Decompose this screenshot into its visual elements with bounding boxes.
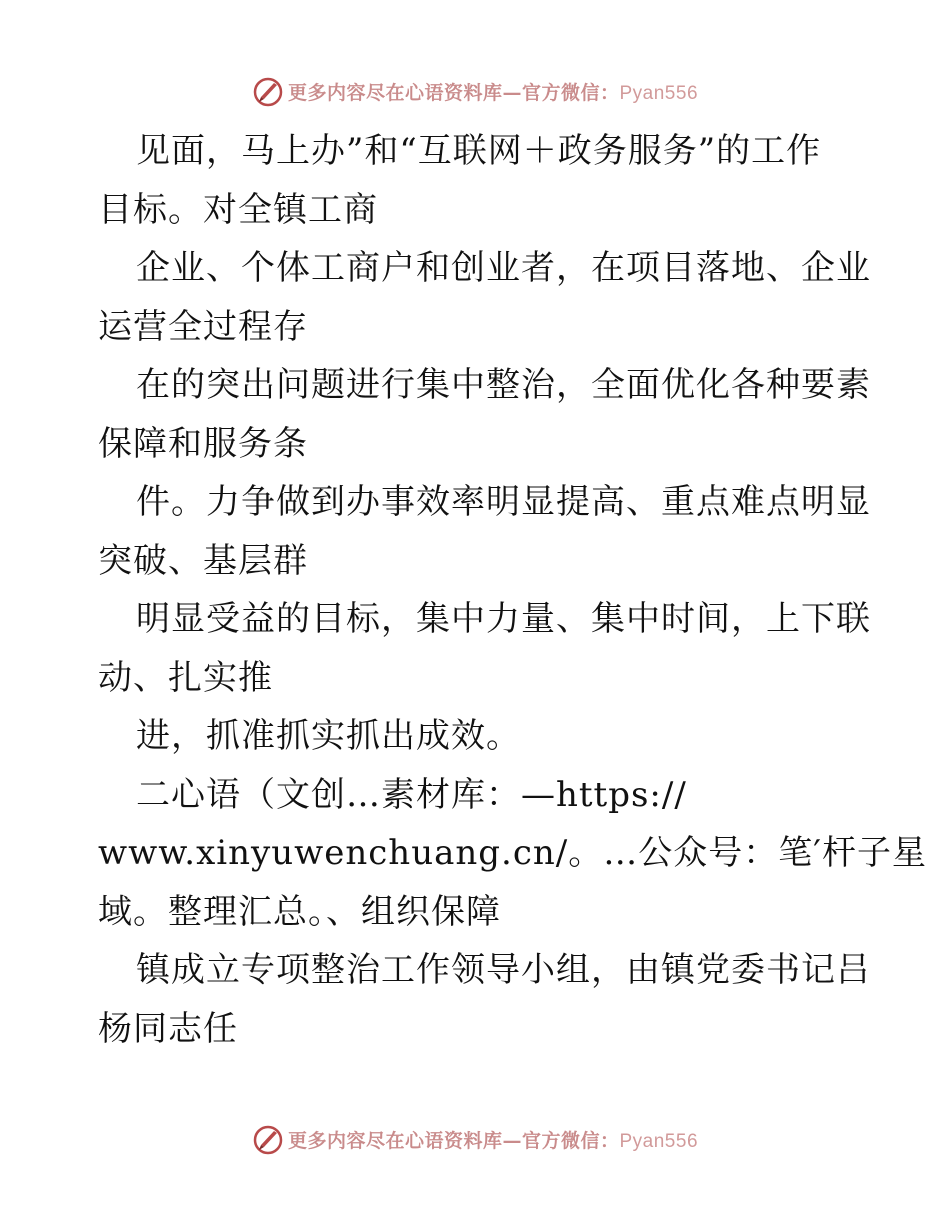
watermark-dash: — xyxy=(502,1129,522,1152)
watermark-id: Pyan556 xyxy=(619,82,699,104)
quill-logo-icon xyxy=(252,1123,284,1155)
watermark-id: Pyan556 xyxy=(619,1130,699,1152)
watermark-main: 更多内容尽在心语资料库 xyxy=(287,81,503,104)
text-line: www.xinyuwenchuang.cn/。…公众号：笔′杆子星 xyxy=(98,833,927,873)
footer-watermark xyxy=(0,1119,950,1159)
text-line: 见面，马上办”和“互联网＋政务服务”的工作 xyxy=(136,131,822,171)
text-line: 企业、个体工商户和创业者，在项目落地、企业 xyxy=(136,248,871,288)
text-line: 明显受益的目标，集中力量、集中时间，上下联 xyxy=(136,599,871,639)
text-line: 杨同志任 xyxy=(98,1008,238,1049)
quill-logo-icon xyxy=(252,75,284,107)
text-line: 二心语（文创…素材库：—https:// xyxy=(136,774,687,815)
text-line: 镇成立专项整治工作领导小组，由镇党委书记吕 xyxy=(136,950,871,990)
watermark-label: 官方微信： xyxy=(521,81,620,104)
text-line: 进，抓准抓实抓出成效。 xyxy=(136,716,521,756)
document-body xyxy=(98,122,927,1058)
watermark-text xyxy=(288,1126,698,1153)
text-line: 件。力争做到办事效率明显提高、重点难点明显 xyxy=(136,482,871,522)
text-line: 目标。对全镇工商 xyxy=(98,189,378,230)
text-line: 保障和服务条 xyxy=(98,423,308,464)
text-line: 在的突出问题进行集中整治，全面优化各种要素 xyxy=(136,365,871,405)
watermark-main: 更多内容尽在心语资料库 xyxy=(287,1129,503,1152)
text-line: 运营全过程存 xyxy=(98,306,308,347)
watermark-label: 官方微信： xyxy=(521,1129,620,1152)
watermark-text xyxy=(288,78,698,105)
watermark-dash: — xyxy=(502,81,522,104)
header-watermark xyxy=(0,71,950,111)
text-line: 动、扎实推 xyxy=(98,657,273,698)
text-line: 突破、基层群 xyxy=(98,540,308,581)
text-line: 域。整理汇总。、组织保障 xyxy=(98,891,501,932)
